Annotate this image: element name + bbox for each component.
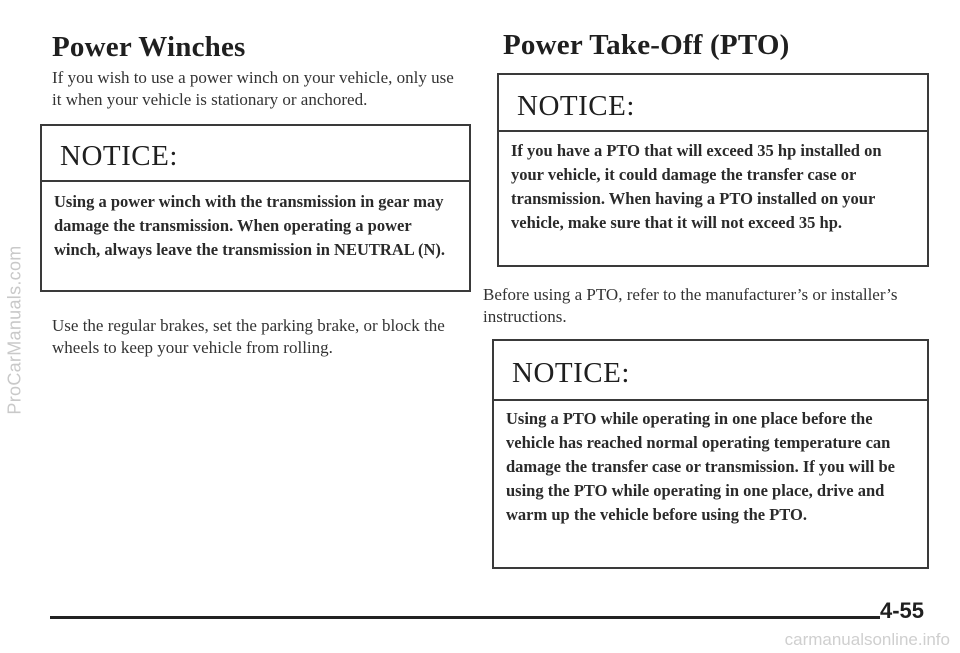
pto-notice-box-2 bbox=[492, 339, 929, 569]
page-number: 4-55 bbox=[879, 598, 924, 623]
winch-followup-text: Use the regular brakes, set the parking brake, or block the wheels to keep your vehicle from rolling. bbox=[52, 316, 445, 357]
winch-notice-text: Using a power winch with the transmission in gear may damage the transmission. When operating a power winch, always leave the transmission in NEUTRAL (N). bbox=[54, 192, 445, 259]
power-winches-intro: If you wish to use a power winch on your vehicle, only use it when your vehicle is stationary or anchored. bbox=[52, 68, 454, 109]
winch-notice-header bbox=[42, 126, 469, 182]
footer-rule bbox=[50, 616, 880, 619]
pto-notice-2-text: Using a PTO while operating in one place before the vehicle has reached normal operating temperature can damage the transfer case or transmission. If you will be using the PTO while operating in one place, drive and warm up the vehicle before using the PTO. bbox=[506, 409, 895, 524]
power-winches-title: Power Winches bbox=[52, 31, 246, 63]
pto-notice-2-header bbox=[494, 341, 927, 401]
pto-notice-2-label: NOTICE: bbox=[512, 357, 630, 389]
bottom-watermark: carmanualsonline.info bbox=[784, 630, 950, 649]
side-watermark bbox=[2, 0, 28, 653]
side-watermark-text: ProCarManuals.com bbox=[4, 245, 25, 415]
pto-notice-box-1 bbox=[497, 73, 929, 267]
winch-notice-box bbox=[40, 124, 471, 292]
winch-notice-label: NOTICE: bbox=[60, 140, 178, 172]
pto-instructions-text: Before using a PTO, refer to the manufacturer’s or installer’s instructions. bbox=[483, 285, 898, 326]
pto-notice-1-label: NOTICE: bbox=[517, 90, 635, 122]
pto-notice-1-header bbox=[499, 75, 927, 132]
pto-notice-1-text: If you have a PTO that will exceed 35 hp installed on your vehicle, it could damage the transfer case or transmission. When having a PTO installed on your vehicle, make sure that it will not exceed 35 hp. bbox=[511, 141, 882, 232]
pto-title: Power Take-Off (PTO) bbox=[503, 29, 790, 61]
